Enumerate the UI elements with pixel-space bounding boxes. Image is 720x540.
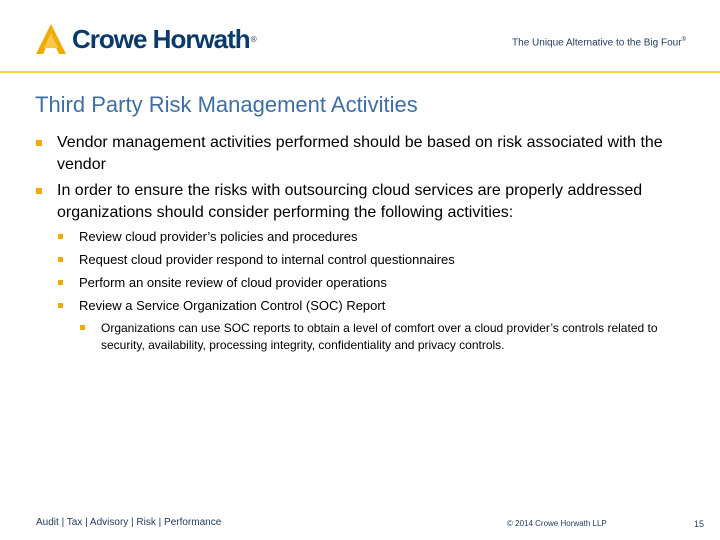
bullet-text: Review cloud provider’s policies and procedures <box>79 229 358 244</box>
logo-text: Crowe Horwath <box>72 24 250 54</box>
bullet-level2 <box>36 251 686 269</box>
chevron-logo-icon <box>36 24 66 54</box>
page-number: 15 <box>693 519 704 529</box>
square-bullet-icon <box>58 280 63 285</box>
square-bullet-icon <box>80 325 85 330</box>
slide-title: Third Party Risk Management Activities <box>35 92 418 117</box>
tagline-registered-mark: ® <box>681 37 686 43</box>
bullet-level1 <box>36 180 686 224</box>
footer-services: Audit | Tax | Advisory | Risk | Performance <box>36 517 222 528</box>
bullet-text: Organizations can use SOC reports to obtain a level of comfort over a cloud provider’s controls related to security, availability, processing integrity, confidentiality and privacy controls. <box>101 321 658 352</box>
bullet-text: Vendor management activities performed should be based on risk associated with the vendor <box>57 134 663 173</box>
bullet-list <box>36 132 686 354</box>
logo-registered-mark: ® <box>250 34 257 44</box>
header-divider <box>0 71 720 73</box>
crowe-horwath-logo <box>36 22 257 56</box>
bullet-level2 <box>36 297 686 315</box>
square-bullet-icon <box>36 188 42 194</box>
bullet-level2 <box>36 228 686 246</box>
square-bullet-icon <box>36 140 42 146</box>
square-bullet-icon <box>58 257 63 262</box>
square-bullet-icon <box>58 303 63 308</box>
square-bullet-icon <box>58 234 63 239</box>
tagline-text: The Unique Alternative to the Big Four <box>512 37 682 49</box>
tagline <box>512 37 686 48</box>
bullet-level3 <box>36 320 686 354</box>
bullet-text: Perform an onsite review of cloud provider operations <box>79 275 387 290</box>
bullet-level2 <box>36 274 686 292</box>
bullet-level1 <box>36 132 686 176</box>
footer-copyright: © 2014 Crowe Horwath LLP <box>507 519 607 528</box>
bullet-text: In order to ensure the risks with outsourcing cloud services are properly addressed organizations should consider performing the following activities: <box>57 182 643 221</box>
bullet-text: Request cloud provider respond to internal control questionnaires <box>79 252 455 267</box>
bullet-text: Review a Service Organization Control (SOC) Report <box>79 298 386 313</box>
